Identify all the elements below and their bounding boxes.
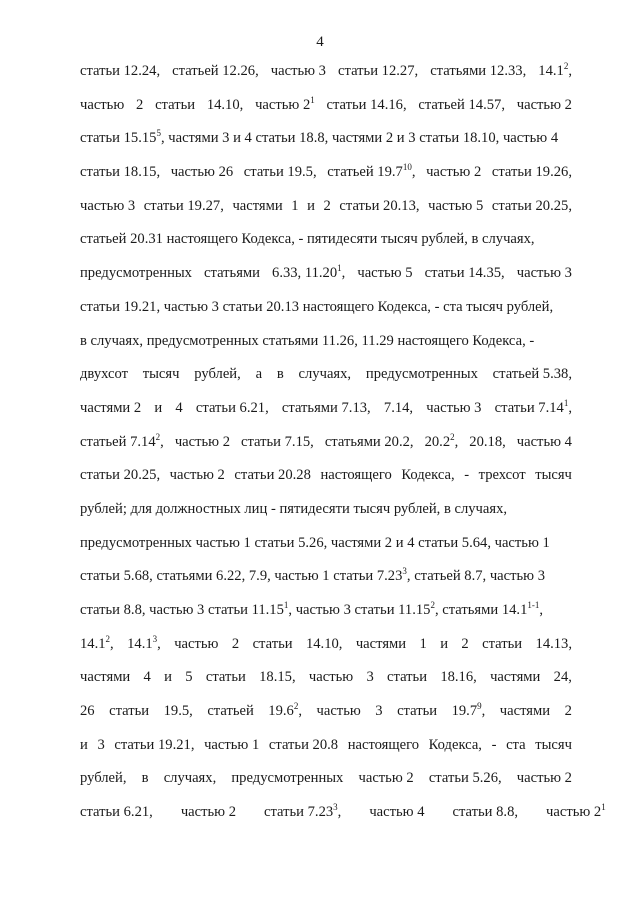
superscript: 2 [450,431,455,442]
text-segment: тысяч [535,736,572,753]
text-line [80,560,572,594]
text-segment: 14.10, [305,635,343,652]
text-segment: статьи 8.8, частью 3 статьи 11.15$^1$, частью 3 статьи 11.15$^2$, статьями 14.1$^{1-1}$, [80,600,544,618]
superscript: 1 [310,94,315,105]
text-segment: 19.7$^9$, [451,701,486,720]
text-line [80,661,572,695]
text-segment: - [491,736,497,753]
text-segment: двухсот [80,366,128,383]
text-segment: 2 [136,96,144,113]
superscript: 9 [477,701,482,712]
text-segment: частью 2 [180,804,236,821]
text-segment: статьи 19.27, [143,197,224,214]
text-segment: частью 5 [357,265,413,282]
text-segment: частью [316,703,361,720]
text-segment: статьи [109,703,150,720]
text-segment: частью 2 [516,770,572,787]
text-segment: частью 2 [358,770,414,787]
text-line [80,527,572,561]
text-segment: 6.33, 11.20$^1$, [272,263,346,282]
text-segment: статьями 12.33, [430,63,527,79]
text-segment: частью 2 [426,164,482,181]
text-segment: рублей, [194,366,241,383]
text-segment: статьи 20.13, [339,197,420,214]
text-segment: Кодекса, [401,467,455,484]
text-segment: частью $2^1$ [255,94,315,113]
superscript: 3 [152,633,158,644]
text-line [80,594,572,628]
text-segment: в [276,366,284,383]
text-segment: статьями 20.2, [324,433,414,450]
text-segment: частью 2 [169,467,225,484]
text-line [80,291,572,325]
text-segment: статьей 7.14$^2$, [80,431,164,450]
superscript: 2 [563,61,569,71]
text-segment: тысяч [535,467,572,484]
text-segment: частями [232,197,283,214]
text-line [80,493,572,527]
text-segment: статьей 12.26, [172,63,259,79]
superscript: 10 [402,162,412,173]
text-line [80,426,572,460]
text-segment: частью [174,635,219,652]
text-segment: статьи 5.68, статьями 6.22, 7.9, частью 1 статьи 7.23$^3$, статьей 8.7, частью 3 [80,566,546,585]
text-segment: частями [80,669,131,686]
text-segment: частью 3 [270,63,326,79]
text-line [80,122,572,156]
text-segment: статьи 20.25, [80,467,161,484]
superscript: 2 [155,431,161,442]
superscript: 1 [337,263,342,274]
text-segment: в [141,770,149,787]
text-segment: настоящего [347,736,420,753]
text-segment: 3 [97,736,105,753]
text-segment: частями [499,703,551,720]
text-segment: 3 [366,669,374,686]
superscript: 1 [601,802,606,813]
text-segment: частью [80,96,125,113]
text-segment: статьи 19.5, [243,164,317,181]
text-segment: 14.1$^2$, [80,633,114,652]
text-segment: статьями [204,265,260,282]
text-segment: статьи 7.15, [241,433,314,450]
text-segment: 18.15, [259,669,296,686]
superscript: 1 [563,397,569,408]
text-segment: предусмотренных частью 1 статьи 5.26, частями 2 и 4 статьи 5.64, частью 1 [80,534,550,551]
text-segment: статьи 8.8, [452,804,519,821]
text-segment: 2 [564,703,572,720]
text-segment: статьи [387,669,428,686]
text-segment: статьей 5.38, [492,366,572,383]
text-segment: частью 3 [426,399,482,416]
text-segment: частями [490,669,541,686]
text-segment: и [154,399,163,416]
text-segment: статьями 7.13, [281,399,371,416]
superscript: 1 [283,600,289,610]
text-segment: в случаях, предусмотренных статьями 11.26, 11.29 настоящего Кодекса, - [80,332,535,349]
text-segment: 3 [375,703,383,720]
text-segment: 20.18, [469,433,506,450]
text-segment: статьи 15.15$^5$, частями 3 и 4 статьи 18.8, частями 2 и 3 статьи 18.10, частью 4 [80,128,559,147]
text-segment: случаях, [298,366,352,383]
text-segment: частью 3 [516,265,572,282]
text-segment: статьи [397,703,438,720]
text-line [80,796,606,830]
text-line [80,729,572,763]
text-line [80,628,572,662]
text-segment: частью $2^1$ [546,802,606,821]
text-segment: статьи 19.21, [114,736,195,753]
text-segment: статьей 14.57, [418,96,505,113]
text-segment: частью [308,669,354,686]
superscript: 5 [156,128,161,139]
superscript: 2 [293,701,299,712]
text-segment: 5 [185,669,193,686]
text-segment: а [255,366,263,383]
text-segment: - [464,467,470,484]
text-segment: частью 2 [516,96,572,113]
text-segment: статьи 20.28 [234,467,311,484]
text-segment: 1 [291,197,299,214]
text-segment: ста [506,736,526,753]
text-line [80,257,572,291]
text-segment: 7.14, [383,399,414,416]
text-segment: статьи [482,635,523,652]
text-segment: 18.16, [440,669,477,686]
text-segment: статьей [207,703,254,720]
text-segment: статьи [205,669,246,686]
text-segment: статьи 6.21, [195,399,269,416]
text-segment: статьи 20.8 [268,736,339,753]
text-line [80,695,572,729]
text-segment: статьи 5.26, [428,770,502,787]
text-segment: настоящего [320,467,392,484]
text-segment: Кодекса, [428,736,482,753]
text-segment: статьи 7.14$^1$, [494,397,572,416]
text-segment: 14.1$^3$, [127,633,161,652]
superscript: 2 [430,600,435,610]
text-segment: частью 2 [174,433,230,450]
text-segment: статьи 6.21, [80,804,153,821]
text-segment: частью 4 [516,433,572,450]
text-segment: 26 [80,703,95,720]
text-segment: статьи 12.27, [338,63,419,79]
text-segment: статьи 14.16, [326,96,407,113]
text-segment: предусмотренных [231,770,344,787]
text-segment: 2 [231,635,240,652]
text-segment: статьи [155,96,196,113]
text-line [80,392,572,426]
text-line [80,459,572,493]
text-segment: рублей, [80,770,127,787]
text-segment: статьей 20.31 настоящего Кодекса, - пятидесяти тысяч рублей, в случаях, [80,231,535,248]
superscript: 1-1 [527,600,540,610]
text-segment: предусмотренных [80,265,192,282]
text-line [80,223,572,257]
superscript: 3 [402,566,407,577]
text-segment: частью 5 [428,197,484,214]
text-line [80,762,572,796]
text-segment: статьи 19.21, частью 3 статьи 20.13 настоящего Кодекса, - ста тысяч рублей, [80,298,554,315]
text-segment: статьи 14.35, [424,265,505,282]
text-segment: частью 26 [170,164,234,181]
text-segment: частями [355,635,407,652]
text-segment: частями 2 [80,399,142,416]
text-segment: статьи 18.15, [80,164,161,181]
text-segment: 14.1$^2$, [538,61,572,79]
text-line [80,89,572,123]
page-number: 4 [316,34,324,50]
text-line [80,55,572,89]
text-segment: трехсот [478,467,526,484]
document-body [80,55,606,830]
text-segment: предусмотренных [365,366,478,383]
superscript: 2 [105,633,111,644]
text-segment: 2 [323,197,331,214]
text-segment: 14.10, [206,96,244,113]
text-segment: статьи 12.24, [80,63,161,79]
text-segment: 4 [143,669,151,686]
text-segment: статьи 7.23$^3$, [264,802,342,821]
text-segment: случаях, [163,770,217,787]
text-segment: и [440,635,449,652]
text-segment: и [307,197,315,214]
text-line [80,156,572,190]
text-segment: 4 [175,399,183,416]
text-segment: 1 [419,635,427,652]
text-segment: 19.5, [163,703,193,720]
text-segment: статьи 19.26, [491,164,572,181]
text-segment: 2 [461,635,469,652]
text-line [80,190,572,224]
text-segment: 24, [553,669,572,686]
text-segment: 20.2$^2$, [424,431,459,450]
text-segment: частью 1 [204,736,260,753]
text-line [80,358,572,392]
text-segment: 19.6$^2$, [268,701,302,720]
text-segment: частью 3 [80,197,136,214]
text-segment: тысяч [142,366,180,383]
text-segment: и [164,669,172,686]
text-segment: рублей; для должностных лиц - пятидесяти тысяч рублей, в случаях, [80,500,508,517]
text-segment: 14.13, [535,635,572,652]
text-line [80,325,572,359]
text-segment: статьи [252,635,293,652]
text-segment: статьи 20.25, [491,197,572,214]
superscript: 3 [333,802,338,813]
text-segment: статьей 19.7$^{10}$, [327,162,416,181]
text-segment: и [80,736,88,753]
text-segment: частью 4 [369,804,425,821]
